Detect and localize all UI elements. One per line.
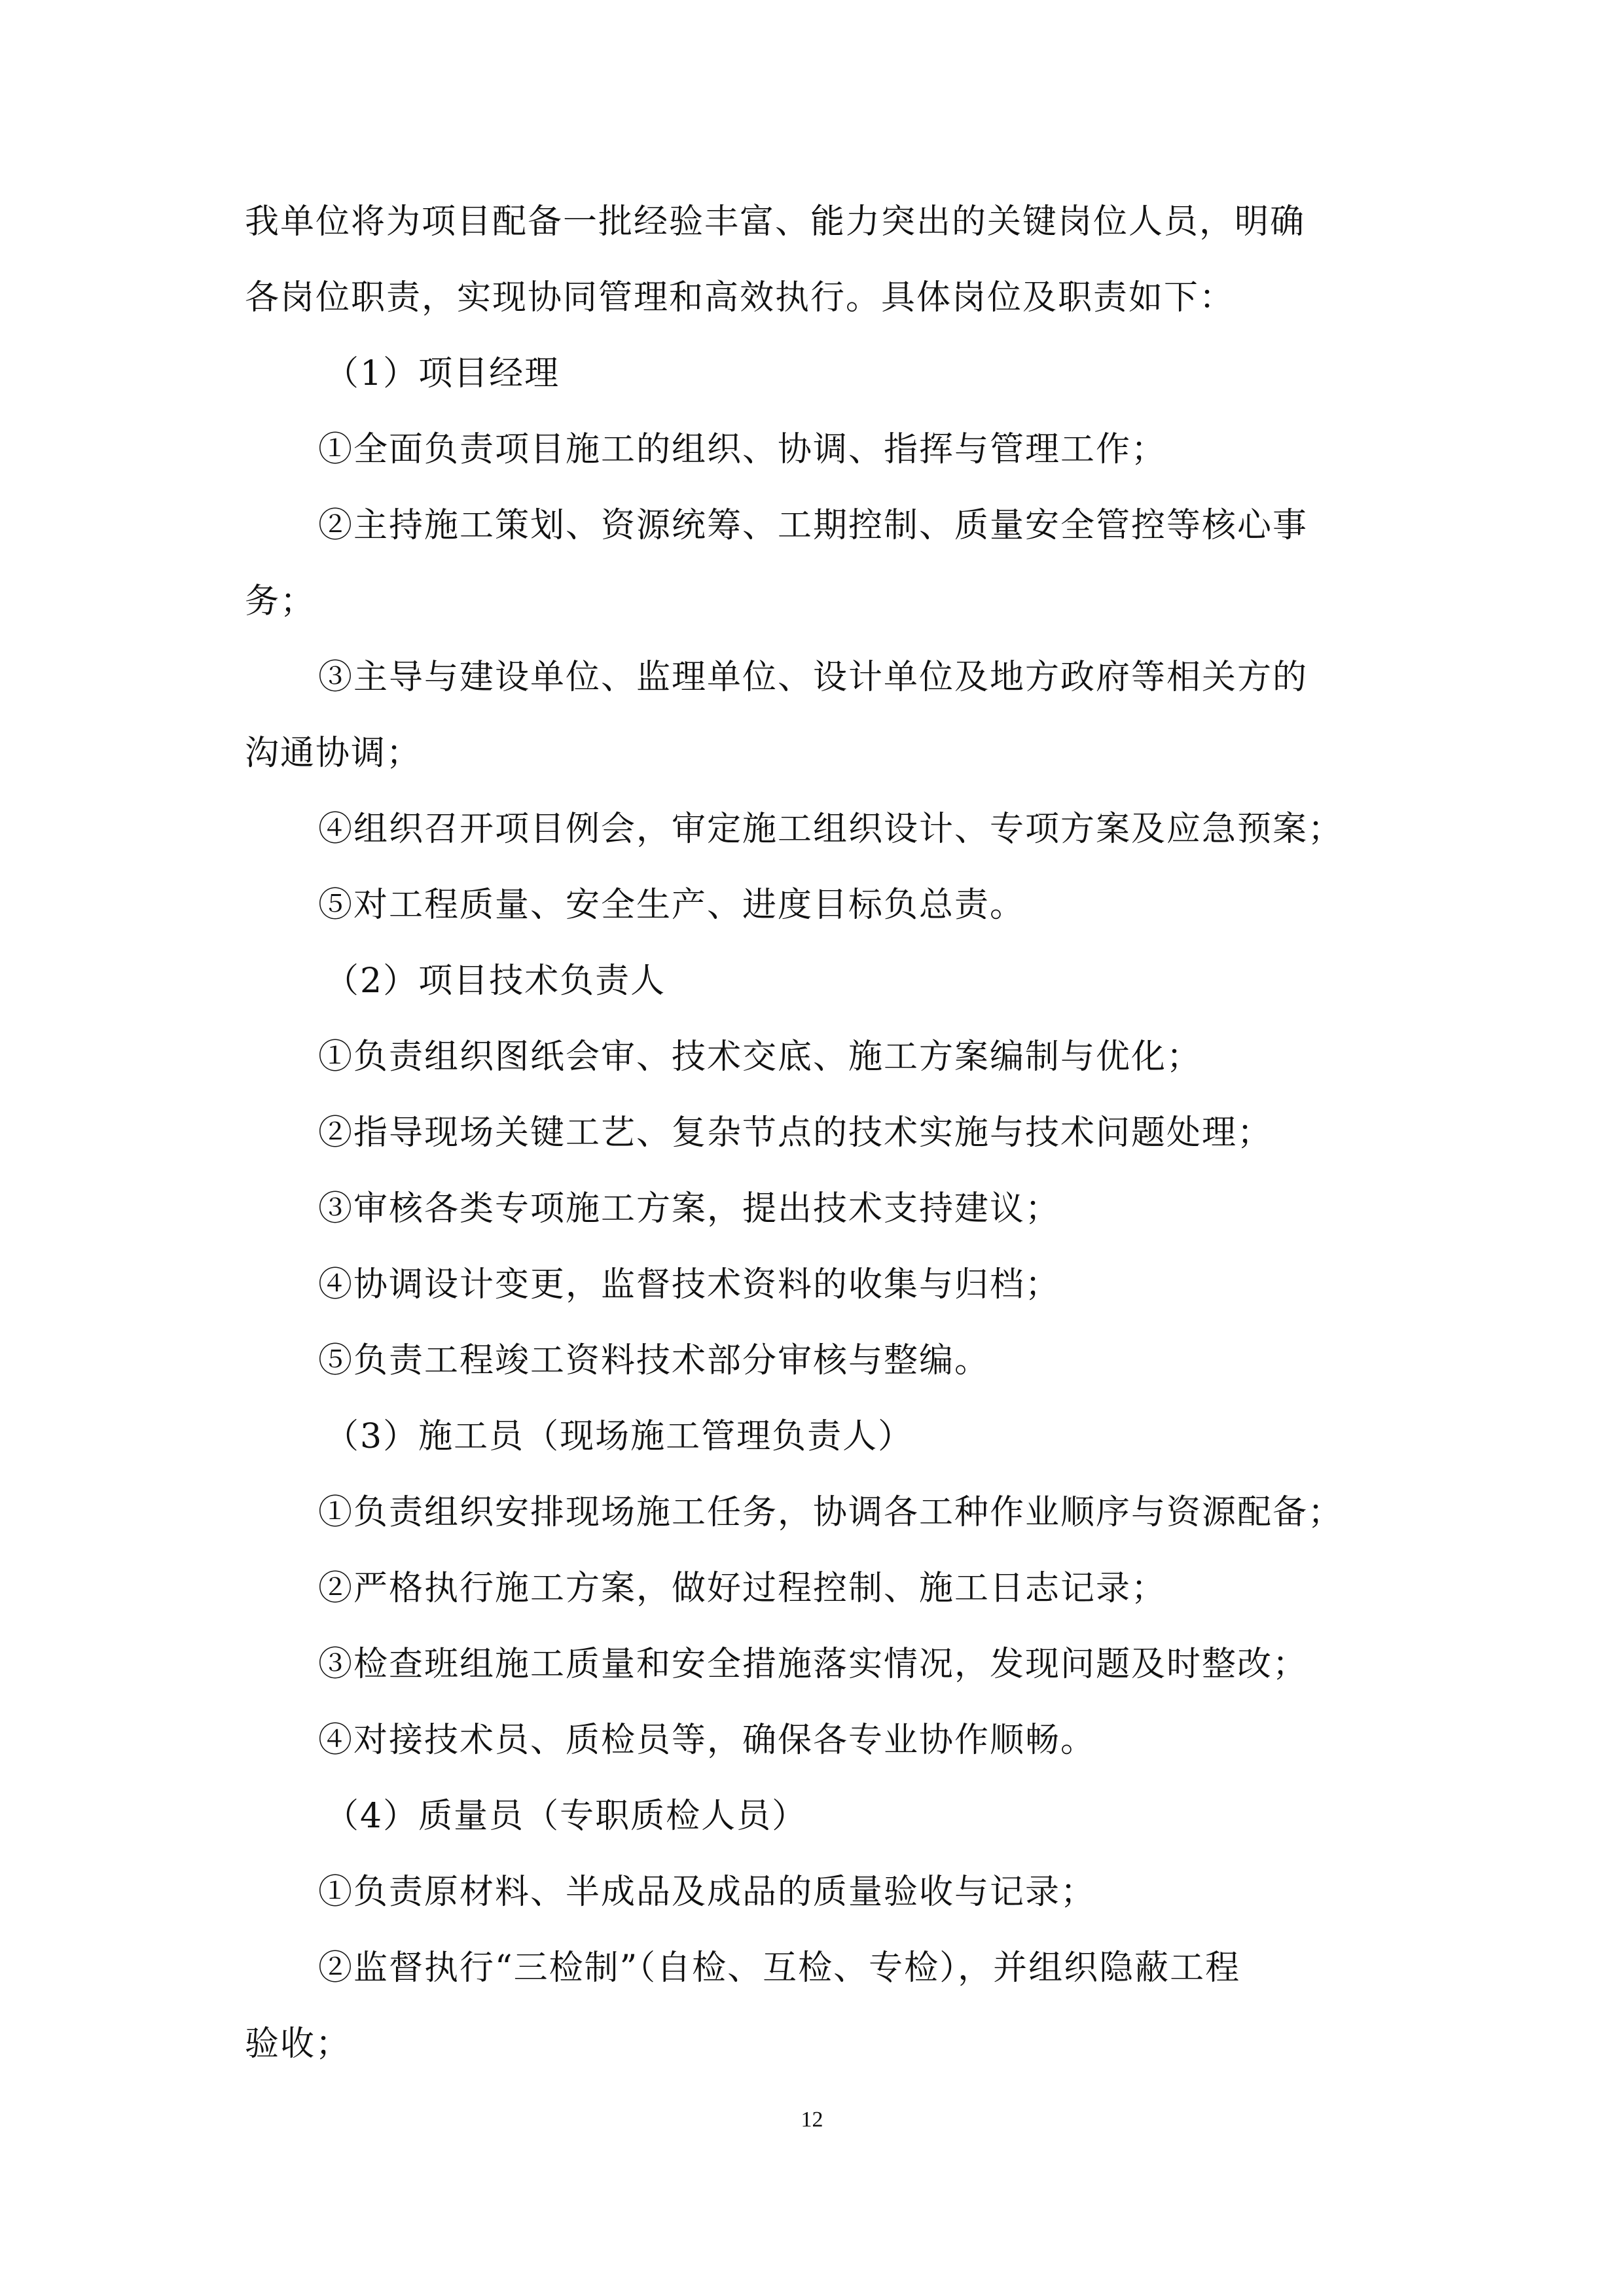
list-item: ③审核各类专项施工方案，提出技术支持建议； bbox=[318, 1189, 1061, 1229]
list-item-continuation: 验收； bbox=[245, 2024, 352, 2064]
list-item: ①负责组织图纸会审、技术交底、施工方案编制与优化； bbox=[318, 1037, 1202, 1077]
list-item: ②指导现场关键工艺、复杂节点的技术实施与技术问题处理； bbox=[318, 1113, 1273, 1153]
list-item: ②主持施工策划、资源统筹、工期控制、质量安全管控等核心事 bbox=[318, 506, 1308, 545]
body-text bbox=[245, 184, 1390, 2082]
paragraph-intro-line-1: 我单位将为项目配备一批经验丰富、能力突出的关键岗位人员，明确 bbox=[245, 202, 1306, 242]
list-item: ④组织召开项目例会，审定施工组织设计、专项方案及应急预案； bbox=[318, 810, 1344, 849]
list-item: ②监督执行“三检制”（自检、互检、专检），并组织隐蔽工程 bbox=[318, 1948, 1241, 1988]
section-heading-project-manager: （1）项目经理 bbox=[325, 354, 560, 393]
list-item: ①负责组织安排现场施工任务，协调各工种作业顺序与资源配备； bbox=[318, 1493, 1344, 1532]
list-item: ③检查班组施工质量和安全措施落实情况，发现问题及时整改； bbox=[318, 1645, 1308, 1684]
section-heading-technical-lead: （2）项目技术负责人 bbox=[325, 961, 666, 1001]
list-item: ⑤负责工程竣工资料技术部分审核与整编。 bbox=[318, 1341, 990, 1380]
list-item: ③主导与建设单位、监理单位、设计单位及地方政府等相关方的 bbox=[318, 658, 1308, 697]
list-item: ⑤对工程质量、安全生产、进度目标负总责。 bbox=[318, 886, 1026, 925]
list-item: ④对接技术员、质检员等，确保各专业协作顺畅。 bbox=[318, 1721, 1096, 1760]
list-item-continuation: 沟通协调； bbox=[245, 734, 422, 773]
list-item: ②严格执行施工方案，做好过程控制、施工日志记录； bbox=[318, 1569, 1167, 1608]
list-item: ④协调设计变更，监督技术资料的收集与归档； bbox=[318, 1265, 1061, 1304]
paragraph-intro-line-2: 各岗位职责，实现协同管理和高效执行。具体岗位及职责如下： bbox=[245, 278, 1235, 317]
list-item: ①负责原材料、半成品及成品的质量验收与记录； bbox=[318, 1873, 1096, 1912]
section-heading-construction-worker: （3）施工员（现场施工管理负责人） bbox=[325, 1417, 914, 1456]
list-item-continuation: 务； bbox=[245, 582, 316, 621]
list-item: ①全面负责项目施工的组织、协调、指挥与管理工作； bbox=[318, 430, 1167, 469]
page-number: 12 bbox=[801, 2108, 823, 2132]
section-heading-quality-inspector: （4）质量员（专职质检人员） bbox=[325, 1797, 808, 1836]
